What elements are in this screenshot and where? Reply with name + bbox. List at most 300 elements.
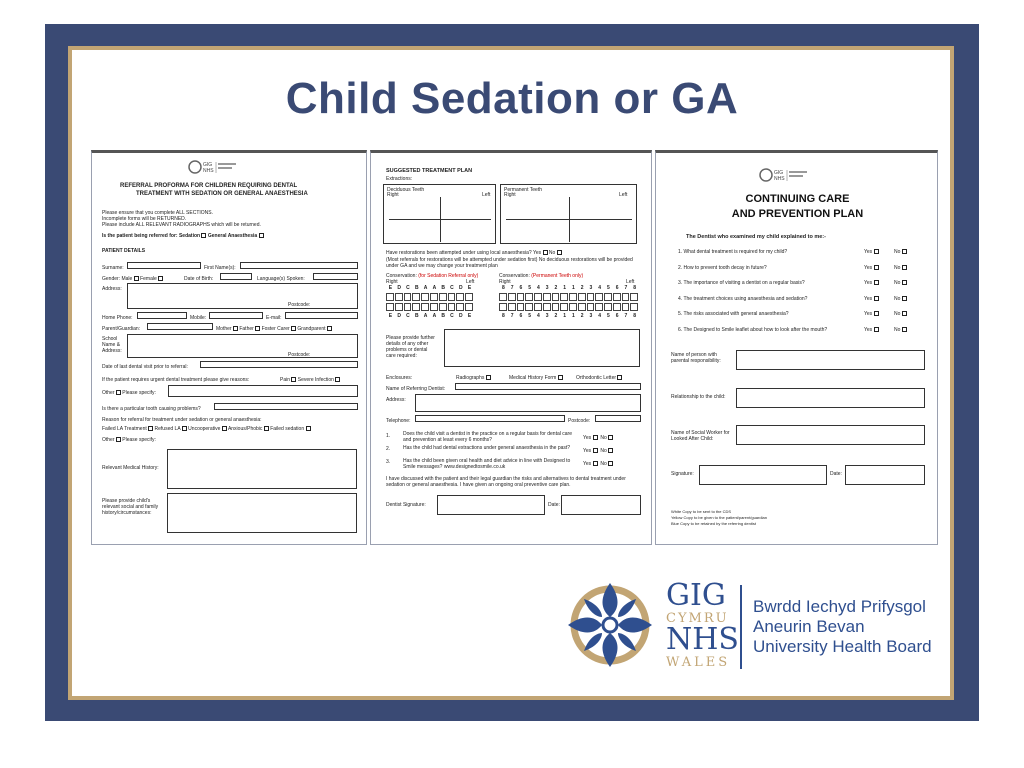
tooth-box[interactable] (448, 303, 456, 311)
copy-note-3: Blue Copy to be retained by the referring dentist (671, 521, 756, 526)
urgent-specify-field[interactable] (168, 385, 358, 397)
permanent-left-label: Left (619, 192, 628, 198)
tooth-label: E (467, 313, 472, 319)
other-checkbox[interactable] (116, 390, 121, 395)
dentist-address-label: Address: (386, 397, 406, 403)
care-yes-checkbox[interactable] (874, 280, 879, 285)
dentist-postcode-label: Postcode: (568, 418, 591, 424)
tooth-label: 1 (563, 285, 567, 291)
email-field[interactable] (285, 312, 358, 319)
care-question-text: 4. The treatment choices using anaesthesia and sedation? (678, 295, 808, 302)
tooth-box[interactable] (404, 303, 412, 311)
continuing-care-page (655, 150, 938, 545)
tooth-box[interactable] (517, 303, 525, 311)
person-field[interactable] (736, 350, 925, 370)
bullet-2: Incomplete forms will be RETURNED. (102, 216, 187, 222)
school-field[interactable] (127, 334, 358, 358)
female-checkbox[interactable] (158, 276, 163, 281)
care-no-checkbox[interactable] (902, 311, 907, 316)
referring-dentist-field[interactable] (455, 383, 641, 390)
dob-label: Date of Birth: (184, 276, 214, 282)
q2-yes-checkbox[interactable] (593, 448, 598, 453)
tooth-label: 2 (554, 313, 558, 319)
tooth-box[interactable] (578, 303, 586, 311)
pain-checkbox[interactable] (291, 377, 296, 382)
ga-checkbox[interactable] (259, 233, 264, 238)
tooth-box[interactable] (587, 303, 595, 311)
board-line-3: University Health Board (753, 637, 932, 656)
foster-checkbox[interactable] (291, 326, 296, 331)
tooth-box[interactable] (595, 303, 603, 311)
care-no-label: No (894, 295, 901, 302)
care-yes[interactable] (864, 280, 879, 286)
care-yes-label: Yes (864, 249, 873, 255)
tooth-label: 8 (501, 285, 505, 291)
tooth-label: C (450, 313, 454, 319)
anxious-checkbox[interactable] (264, 426, 269, 431)
dentist-signature-label: Dentist Signature: (386, 502, 426, 508)
deciduous-right-label: Right (387, 192, 399, 198)
care-question-row (678, 249, 918, 255)
tooth-box[interactable] (448, 293, 456, 301)
plan-date-field[interactable] (561, 495, 641, 515)
tooth-label: D (397, 313, 401, 319)
tooth-box[interactable] (525, 303, 533, 311)
pain-label: Pain (280, 377, 291, 383)
q3-yes-checkbox[interactable] (593, 461, 598, 466)
tooth-label: 3 (589, 313, 593, 319)
permanent-chart[interactable] (500, 184, 637, 244)
conservation-p-note: (Permanent Teeth only) (531, 273, 584, 279)
relationship-field[interactable] (736, 388, 925, 408)
plan-q1: Does the child visit a dentist in the practice on a regular basis for dental care and prevention at least every 6 months? (403, 431, 572, 443)
care-question-text: 5. The risks associated with general anaesthesia? (678, 311, 789, 317)
tooth-box[interactable] (622, 293, 630, 301)
dob-field[interactable] (220, 273, 252, 280)
tooth-box[interactable] (543, 303, 551, 311)
care-signature-label: Signature: (671, 471, 694, 477)
gender-label: Gender: (102, 276, 121, 282)
tooth-box[interactable] (613, 293, 621, 301)
conservation-d-note: (for Sedation Referral only) (418, 273, 479, 279)
svg-text:NHS: NHS (203, 168, 214, 174)
care-question-row (678, 327, 918, 333)
tooth-label: 1 (563, 313, 567, 319)
care-question-text: 6. The Designed to Smile leaflet about how to look after the mouth? (678, 326, 828, 333)
care-yes-label: Yes (864, 326, 873, 333)
tooth-box[interactable] (430, 293, 438, 301)
care-title-1: CONTINUING CARE (745, 193, 850, 205)
parent-field[interactable] (147, 323, 213, 330)
infection-checkbox[interactable] (335, 377, 340, 382)
care-yes-checkbox[interactable] (874, 296, 879, 301)
plan-q2: Has the child had dental extractions under general anaesthesia in the past? (403, 445, 571, 451)
tooth-label: 7 (510, 285, 514, 291)
tooth-label: 7 (624, 313, 628, 319)
tooth-label: 4 (536, 313, 540, 319)
further-details-field[interactable] (444, 329, 640, 367)
telephone-field[interactable] (415, 415, 565, 422)
permanent-label: Permanent Teeth (504, 187, 542, 193)
tooth-label: D (397, 285, 401, 291)
tooth-label: 4 (536, 285, 540, 291)
infection-label: Severe Infection (297, 377, 334, 383)
tooth-box[interactable] (604, 293, 612, 301)
care-no-label: No (894, 326, 901, 333)
tooth-box[interactable] (560, 293, 568, 301)
father-label: Father (239, 326, 254, 332)
bullet-1: Please ensure that you complete ALL SECTIONS. (102, 210, 213, 216)
tooth-label: 8 (501, 313, 505, 319)
consent-statement: I have discussed with the patient and their legal guardian the risks and alternatives to dental treatment under sedation or general anaesthesia. I have given an ongoing oral preventive care plan. (386, 476, 626, 488)
care-yes[interactable] (864, 265, 879, 271)
extractions-label: Extractions: (386, 176, 413, 182)
nhs-text: NHS (666, 622, 739, 657)
tooth-box[interactable] (630, 293, 638, 301)
care-signature-field[interactable] (699, 465, 827, 485)
deciduous-v-line (440, 197, 441, 242)
enclosures-label: Enclosures: (386, 375, 413, 381)
treatment-plan-page: SUGGESTED TREATMENT PLAN Extractions: Deciduous Teeth Right Left Permanent Teeth Right Left Have restorations been attempted under using local anaesthesia? Yes No (Most referrals for restorations will be attempted under sedation first) No deciduous restorations will be provided under GA and we may change your treatment plan Conservation: (for Sedation Referral only) Conservation: (Permanent Teeth only) Right Left Right Left E D C B A A B C D E E D C B A A B C D E 8 7 6 5 4 3 2 1 1 2 3 4 5 6 7 8 8 7 6 5 4 3 2 1 1 2 3 4 5 6 7 8 Please provide further details of any other problems or dental care required: Enclosures: Radiographs Medical History Form Orthodontic Letter Name of Referring Dentist: Address: Telephone: Postcode: 1. Does the child visit a dentist in the practice on a regular basis for dental care and prevention at least every 6 months? Yes No 2. Has the child had dental extractions under general anaesthesia in the past? Yes No 3. Has the child been given oral health and diet advice in line with Designed to Smile messages? www.designedtosmile.co.uk Yes No I have discussed with the patient and their legal guardian the risks and alternatives to dental treatment under sedation or general anaesthesia. I have given an ongoing oral preventive care plan. Dentist Signature: Date: (370, 150, 652, 545)
tooth-box[interactable] (465, 293, 473, 301)
care-intro: The Dentist who examined my child explained to me:- (686, 234, 826, 240)
tooth-box[interactable] (456, 293, 464, 301)
tooth-box[interactable] (517, 293, 525, 301)
tooth-label: 5 (606, 285, 610, 291)
restorations-yes-checkbox[interactable] (543, 250, 548, 255)
tooth-label: 6 (615, 285, 619, 291)
tooth-box[interactable] (613, 303, 621, 311)
board-line-1: Bwrdd Iechyd Prifysgol (753, 597, 926, 616)
care-no-checkbox[interactable] (902, 296, 907, 301)
care-yes[interactable] (864, 296, 879, 302)
tooth-label: 6 (519, 313, 523, 319)
tooth-box[interactable] (439, 303, 447, 311)
q2-no-checkbox[interactable] (608, 448, 613, 453)
celtic-knot-icon (562, 577, 658, 673)
language-label: Language(s) Spoken: (257, 276, 305, 282)
address-field[interactable] (127, 283, 358, 309)
tooth-box[interactable] (543, 293, 551, 301)
conservation-d-right: Right (386, 279, 398, 285)
tooth-box[interactable] (534, 293, 542, 301)
referral-heading-1: REFERRAL PROFORMA FOR CHILDREN REQUIRING DENTAL (120, 183, 298, 189)
care-question-row (678, 296, 918, 302)
tooth-label: 8 (633, 285, 637, 291)
tooth-label: 6 (615, 313, 619, 319)
tooth-label: D (458, 313, 463, 319)
med-form-label: Medical History Form (509, 375, 557, 381)
care-no-label: No (894, 280, 901, 286)
tooth-label: 4 (598, 313, 602, 319)
svg-text:GIG: GIG (774, 170, 784, 176)
mother-label: Mother (216, 326, 232, 332)
grandparent-checkbox[interactable] (327, 326, 332, 331)
tooth-box[interactable] (587, 293, 595, 301)
email-label: E-mail: (266, 315, 282, 321)
care-no-checkbox[interactable] (902, 249, 907, 254)
failed-sed-label: Failed sedation (270, 426, 305, 432)
conservation-p-label: Conservation: (499, 273, 530, 279)
last-visit-field[interactable] (200, 361, 358, 368)
tooth-box[interactable] (421, 293, 429, 301)
tooth-label: 2 (580, 285, 584, 291)
tooth-box[interactable] (552, 293, 560, 301)
tooth-box[interactable] (465, 303, 473, 311)
tooth-label: E (388, 313, 393, 319)
care-date-field[interactable] (845, 465, 925, 485)
deciduous-left-label: Left (482, 192, 491, 198)
tooth-label: C (406, 313, 410, 319)
tooth-box[interactable] (569, 303, 577, 311)
conservation-d-label: Conservation: (386, 273, 417, 279)
tooth-box[interactable] (395, 293, 403, 301)
care-no-checkbox[interactable] (902, 327, 907, 332)
care-no-label: No (894, 264, 901, 271)
tooth-label: 6 (519, 285, 523, 291)
tooth-label: 3 (545, 285, 549, 291)
svg-text:NHS: NHS (774, 176, 785, 182)
tooth-box[interactable] (508, 303, 516, 311)
care-yes-checkbox[interactable] (874, 327, 879, 332)
medical-history-label: Relevant Medical History: (102, 465, 159, 471)
care-date-label: Date: (830, 471, 842, 477)
q1-yes-checkbox[interactable] (593, 435, 598, 440)
dentist-signature-field[interactable] (437, 495, 545, 515)
care-yes-label: Yes (864, 280, 873, 286)
care-yes-label: Yes (864, 311, 873, 317)
care-no-checkbox[interactable] (902, 265, 907, 270)
tooth-box[interactable] (630, 303, 638, 311)
specify-label: Please specify: (122, 390, 156, 396)
bullet-3: Please include ALL RELEVANT RADIOGRAPHS which will be returned. (102, 222, 261, 228)
tooth-label: D (458, 285, 463, 291)
medical-history-field[interactable] (167, 449, 357, 489)
ga-label: General Anaesthesia (207, 233, 258, 239)
care-yes-checkbox[interactable] (874, 249, 879, 254)
med-form-checkbox[interactable] (558, 375, 563, 380)
tooth-label: 5 (606, 313, 610, 319)
cymru-text: CYMRU (666, 611, 729, 626)
relationship-label: Relationship to the child: (671, 394, 726, 400)
tooth-label: 5 (528, 285, 532, 291)
reason-other-checkbox[interactable] (116, 437, 121, 442)
care-no[interactable] (894, 265, 907, 271)
refused-la-checkbox[interactable] (182, 426, 187, 431)
board-line-2: Aneurin Bevan (753, 617, 865, 636)
tooth-label: 3 (589, 285, 593, 291)
tooth-box[interactable] (395, 303, 403, 311)
referral-form-page (91, 150, 367, 545)
home-phone-field[interactable] (137, 312, 187, 319)
father-checkbox[interactable] (255, 326, 260, 331)
restorations-no-checkbox[interactable] (557, 250, 562, 255)
care-yes-label: Yes (864, 295, 873, 302)
copy-note-2: Yellow Copy to be given to the patient/parent/guardian (671, 515, 767, 520)
male-checkbox[interactable] (134, 276, 139, 281)
dentist-postcode-field[interactable] (595, 415, 641, 422)
first-names-field[interactable] (240, 262, 358, 269)
social-worker-field[interactable] (736, 425, 925, 445)
tooth-box[interactable] (439, 293, 447, 301)
tooth-box[interactable] (499, 303, 507, 311)
care-no-label: No (894, 311, 901, 317)
tooth-box[interactable] (499, 293, 507, 301)
school-postcode-label: Postcode: (288, 352, 311, 358)
failed-sed-checkbox[interactable] (306, 426, 311, 431)
tooth-label: A (432, 313, 437, 319)
tooth-box[interactable] (552, 303, 560, 311)
care-yes-label: Yes (864, 264, 873, 271)
sedation-checkbox[interactable] (201, 233, 206, 238)
care-question-text: 2. How to prevent tooth decay in future? (678, 264, 767, 271)
q1-no-checkbox[interactable] (608, 435, 613, 440)
tooth-box[interactable] (456, 303, 464, 311)
permanent-right-label: Right (504, 192, 516, 198)
tooth-label: 2 (580, 313, 584, 319)
surname-field[interactable] (127, 262, 201, 269)
social-history-field[interactable] (167, 493, 357, 533)
care-question-text: 3. The importance of visiting a dentist on a regular basis? (678, 280, 805, 286)
care-no[interactable] (894, 327, 907, 333)
care-yes[interactable] (864, 311, 879, 317)
tooth-box[interactable] (525, 293, 533, 301)
ortho-checkbox[interactable] (617, 375, 622, 380)
q3-no-checkbox[interactable] (608, 461, 613, 466)
person-label: Name of person with parental responsibility: (671, 352, 721, 364)
uncoop-checkbox[interactable] (222, 426, 227, 431)
tooth-box[interactable] (604, 303, 612, 311)
tooth-box[interactable] (622, 303, 630, 311)
tooth-label: 1 (571, 313, 575, 319)
tooth-box[interactable] (386, 303, 394, 311)
care-no-label: No (894, 249, 901, 255)
female-label: Female (140, 276, 157, 282)
mobile-field[interactable] (209, 312, 263, 319)
tooth-label: B (414, 285, 419, 291)
tooth-label: 7 (624, 285, 628, 291)
care-yes[interactable] (864, 327, 879, 333)
tooth-box[interactable] (412, 293, 420, 301)
referred-for-label: Is the patient being referred for: (102, 233, 178, 239)
tooth-label: A (423, 313, 428, 319)
board-name (753, 597, 932, 657)
restorations-no-label: No (548, 250, 556, 256)
tooth-label: E (467, 285, 472, 291)
tooth-box[interactable] (430, 303, 438, 311)
referral-heading-2: TREATMENT WITH SEDATION OR GENERAL ANAESTHESIA (136, 191, 308, 197)
language-field[interactable] (313, 273, 358, 280)
tooth-problem-label: Is there a particular tooth causing problems? (102, 406, 201, 412)
mother-checkbox[interactable] (233, 326, 238, 331)
gig-text: GIG (666, 578, 726, 613)
radiographs-checkbox[interactable] (486, 375, 491, 380)
restorations-yes-label: Yes (532, 250, 542, 256)
uncoop-label: Uncooperative (188, 426, 221, 432)
tooth-box[interactable] (534, 303, 542, 311)
q1-no-label: No (600, 435, 607, 441)
first-names-label: First Name(s): (204, 265, 236, 271)
tooth-label: E (388, 285, 393, 291)
care-question-text: 1. What dental treatment is required for my child? (678, 249, 788, 255)
tooth-box[interactable] (404, 293, 412, 301)
deciduous-chart[interactable] (383, 184, 496, 244)
telephone-label: Telephone: (386, 418, 411, 424)
reason-label: Reason for referral for treatment under sedation or general anaesthesia: (102, 417, 262, 423)
care-question-row (678, 311, 918, 317)
q2-yes-label: Yes (583, 448, 592, 454)
refused-la-label: Refused LA (154, 426, 181, 432)
tooth-label: 1 (571, 285, 575, 291)
failed-la-label: Failed LA Treatment (102, 426, 147, 432)
further-details-label: Please provide further details of any other problems or dental care required: (386, 335, 435, 359)
care-yes[interactable] (864, 249, 879, 255)
dentist-address-field[interactable] (415, 394, 641, 412)
tooth-label: 8 (633, 313, 637, 319)
care-no[interactable] (894, 280, 907, 286)
reason-other-label: Other (102, 437, 115, 443)
mobile-label: Mobile: (190, 315, 207, 321)
health-board-logo (560, 575, 950, 675)
tooth-box[interactable] (386, 293, 394, 301)
logo-divider (740, 585, 742, 669)
tooth-box[interactable] (569, 293, 577, 301)
care-no[interactable] (894, 311, 907, 317)
svg-text:GIG: GIG (203, 162, 213, 168)
tooth-label: 7 (510, 313, 514, 319)
care-question-row (678, 265, 918, 271)
permanent-v-line (569, 197, 570, 242)
care-yes-checkbox[interactable] (874, 265, 879, 270)
tooth-problem-field[interactable] (214, 403, 358, 410)
foster-label: Foster Carer (261, 326, 290, 332)
ortho-label: Orthodontic Letter (576, 375, 617, 381)
tooth-box[interactable] (412, 303, 420, 311)
tooth-label: B (441, 285, 445, 291)
postcode-label: Postcode: (288, 302, 311, 308)
tooth-label: 4 (598, 285, 602, 291)
surname-label: Surname: (102, 265, 124, 271)
social-worker-label: Name of Social Worker for Looked After Child: (671, 430, 730, 442)
radiographs-label: Radiographs (456, 375, 485, 381)
plan-date-label: Date: (548, 502, 560, 508)
care-yes-checkbox[interactable] (874, 311, 879, 316)
other-label: Other (102, 390, 115, 396)
tooth-box[interactable] (421, 303, 429, 311)
conservation-p-right: Right (499, 279, 511, 285)
sedation-label: Sedation (178, 233, 201, 239)
plan-q3: Has the child been given oral health and diet advice in line with Designed to Smile messages? www.designedtosmile.co.uk (403, 458, 571, 470)
care-no-checkbox[interactable] (902, 280, 907, 285)
slide-title: Child Sedation or GA (285, 74, 739, 123)
male-label: Male (121, 276, 133, 282)
tooth-box[interactable] (595, 293, 603, 301)
q2-no-label: No (600, 448, 607, 454)
gig-nhs-mini-logo-2 (759, 167, 809, 183)
care-title-2: AND PREVENTION PLAN (731, 208, 864, 220)
tooth-box[interactable] (508, 293, 516, 301)
conservation-d-left: Left (466, 279, 475, 285)
tooth-box[interactable] (560, 303, 568, 311)
tooth-box[interactable] (578, 293, 586, 301)
address-label: Address: (102, 286, 122, 292)
q1-yes-label: Yes (583, 435, 592, 441)
failed-la-checkbox[interactable] (148, 426, 153, 431)
conservation-p-left: Left (626, 279, 635, 285)
care-no[interactable] (894, 296, 907, 302)
care-no[interactable] (894, 249, 907, 255)
gig-nhs-mini-logo (188, 159, 238, 175)
